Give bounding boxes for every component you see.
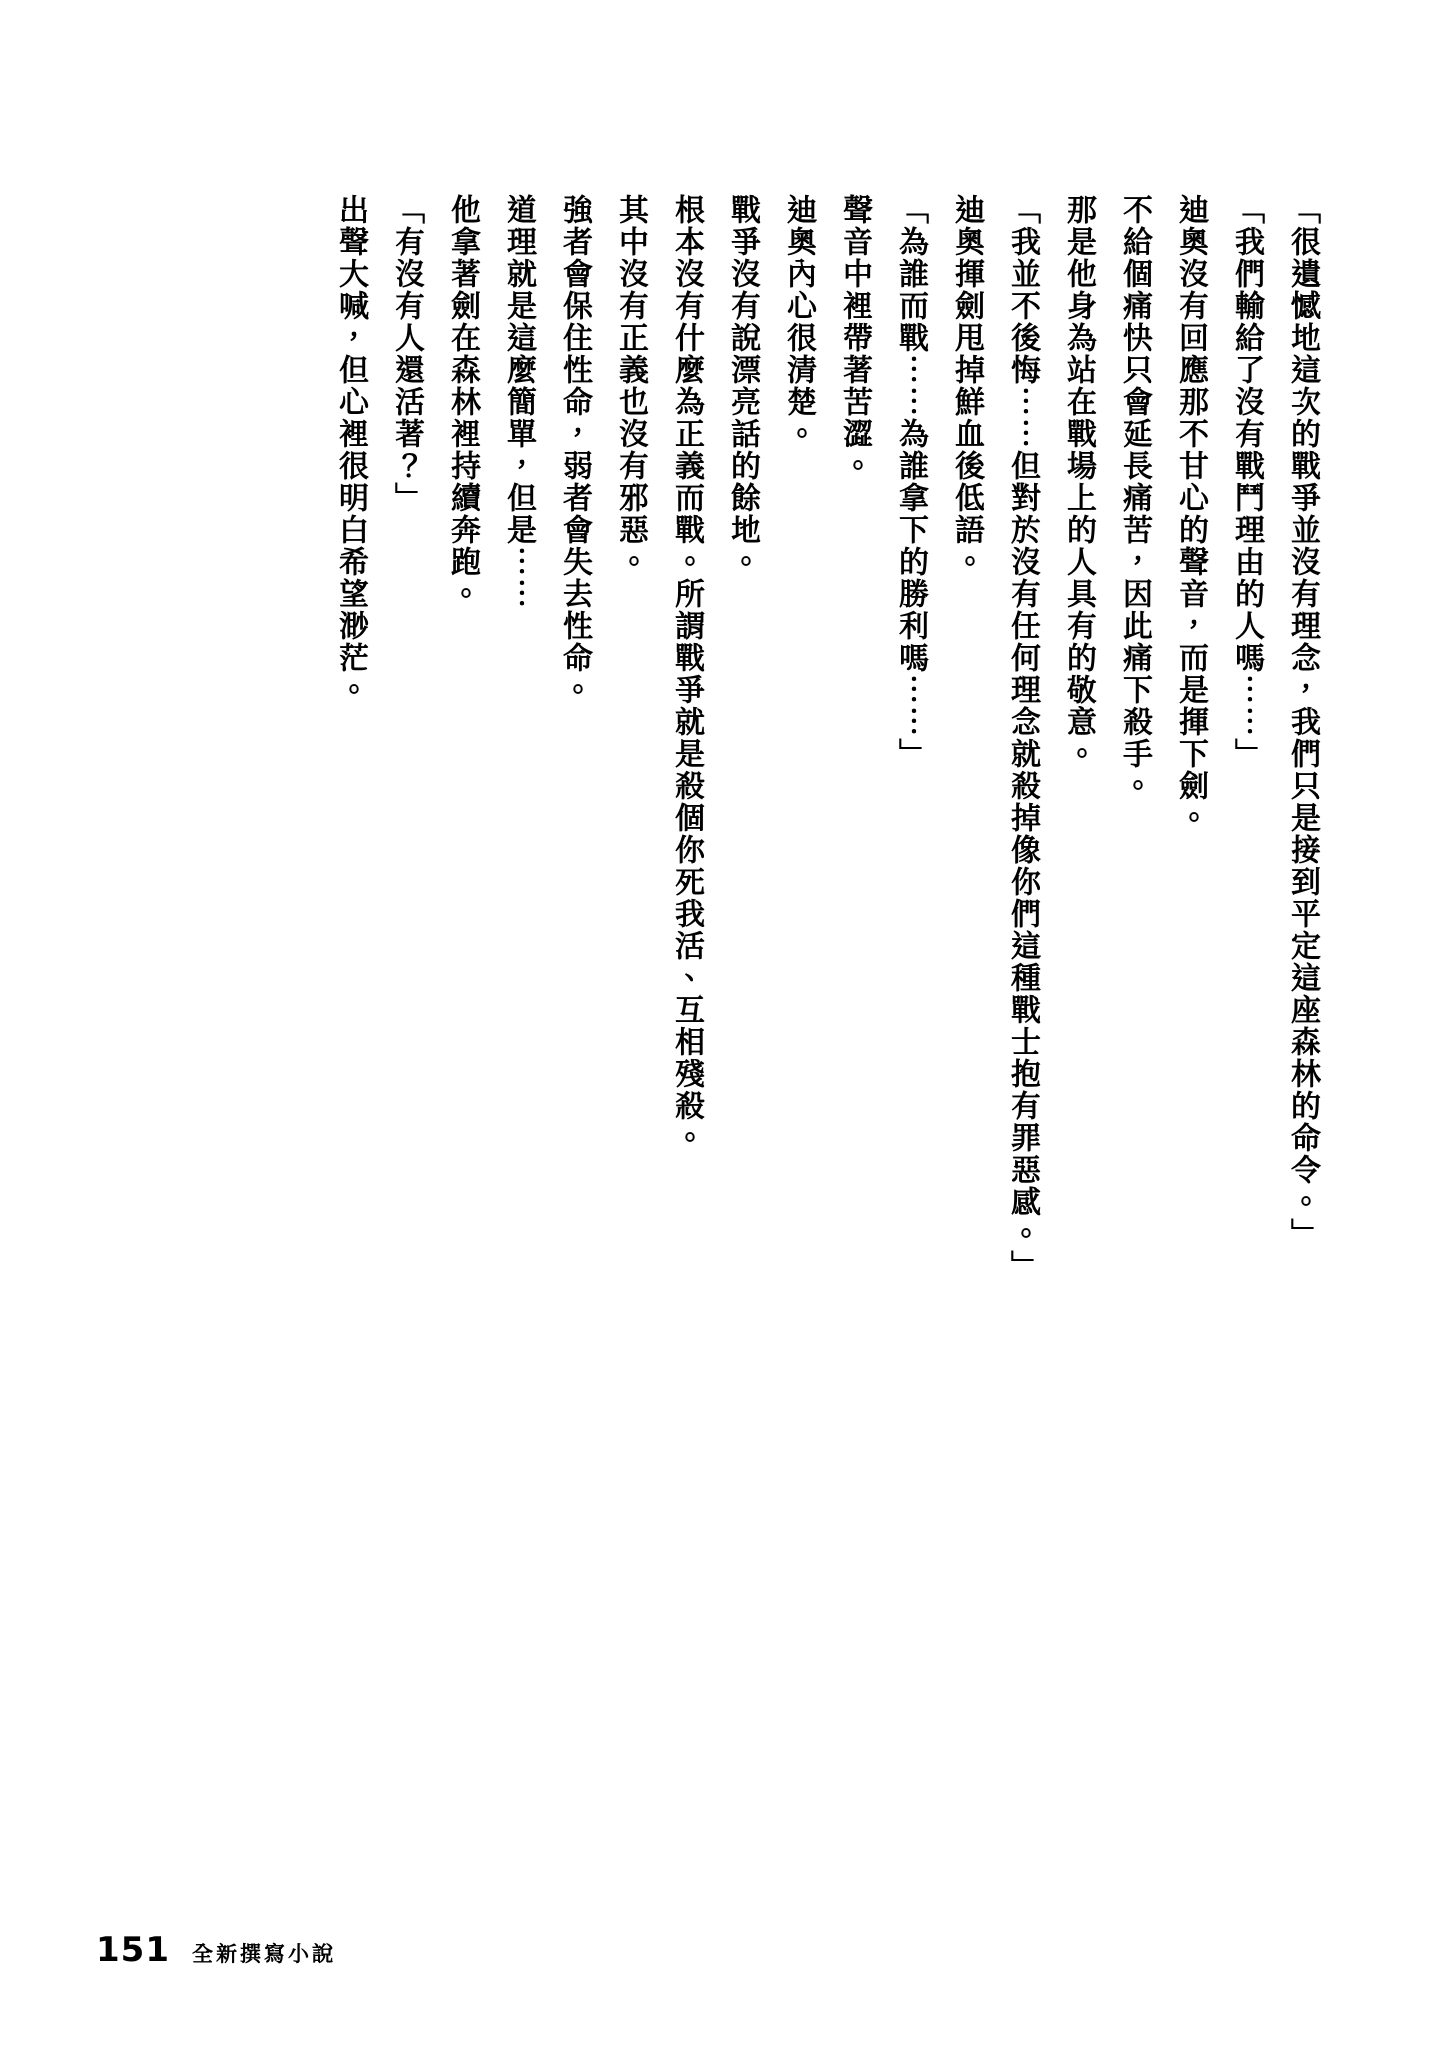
paragraph: 聲音中裡帶著苦澀。 [837, 194, 872, 482]
paragraph: 道理就是這麼簡單，但是⋯⋯ [501, 194, 536, 610]
paragraph: 他拿著劍在森林裡持續奔跑。 [445, 194, 480, 610]
paragraph: 迪奧揮劍甩掉鮮血後低語。 [949, 194, 984, 578]
paragraph: 「我並不後悔⋯⋯但對於沒有任何理念就殺掉像你們這種戰士抱有罪惡感。」 [1005, 194, 1040, 1282]
paragraph: 強者會保住性命，弱者會失去性命。 [557, 194, 592, 706]
paragraph: 不給個痛快只會延長痛苦，因此痛下殺手。 [1117, 194, 1152, 802]
vertical-text-body [150, 160, 1330, 1460]
paragraph: 「有沒有人還活著？」 [389, 194, 424, 514]
paragraph: 出聲大喊，但心裡很明白希望渺茫。 [333, 194, 368, 706]
paragraph: 其中沒有正義也沒有邪惡。 [613, 194, 648, 578]
page-footer [96, 1930, 336, 1970]
paragraph: 迪奧內心很清楚。 [781, 194, 816, 450]
paragraph: 「為誰而戰⋯⋯為誰拿下的勝利嗎⋯⋯」 [893, 194, 928, 770]
paragraph: 根本沒有什麼為正義而戰。所謂戰爭就是殺個你死我活、互相殘殺。 [669, 194, 704, 1154]
paragraph: 「很遺憾地這次的戰爭並沒有理念，我們只是接到平定這座森林的命令。」 [1285, 194, 1320, 1250]
paragraph: 迪奧沒有回應那不甘心的聲音，而是揮下劍。 [1173, 194, 1208, 834]
paragraph: 「我們輸給了沒有戰鬥理由的人嗎⋯⋯」 [1229, 194, 1264, 770]
paragraph: 那是他身為站在戰場上的人具有的敬意。 [1061, 194, 1096, 770]
page-number: 151 [96, 1930, 170, 1970]
footer-title: 全新撰寫小說 [191, 1941, 336, 1966]
paragraph: 戰爭沒有說漂亮話的餘地。 [725, 194, 760, 578]
